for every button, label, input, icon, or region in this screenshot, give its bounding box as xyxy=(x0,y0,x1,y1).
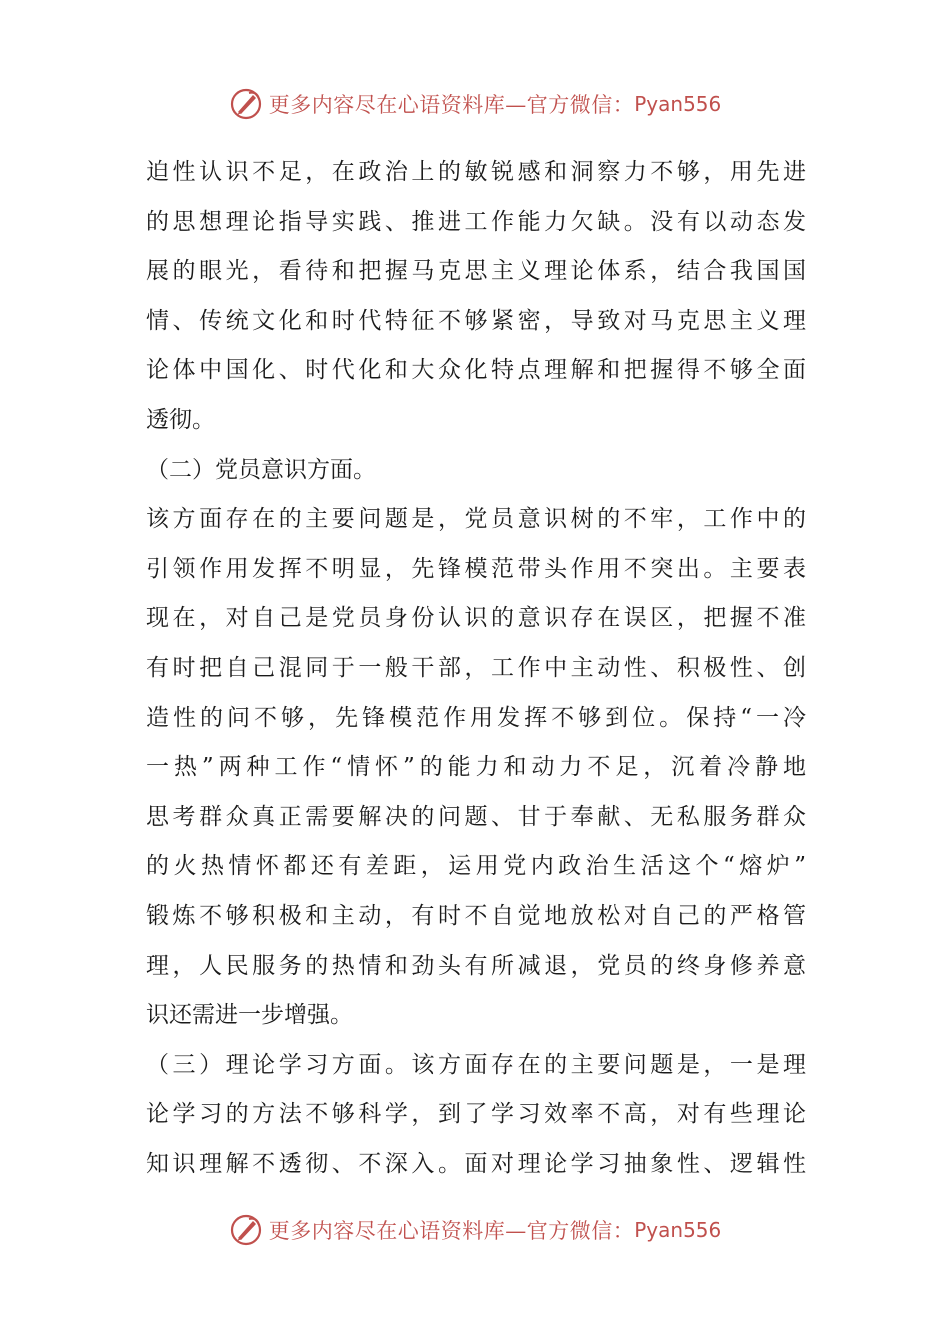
body-line: 思考群众真正需要解决的问题、甘于奉献、无私服务群众 xyxy=(146,803,806,830)
body-line: 透彻。 xyxy=(146,406,215,433)
body-line: 造性的问不够，先锋模范作用发挥不够到位。保持“一冷 xyxy=(146,704,806,731)
body-line: 锻炼不够积极和主动，有时不自觉地放松对自己的严格管 xyxy=(146,902,806,929)
document-body xyxy=(146,148,806,1189)
pen-quill-seal-icon xyxy=(229,1213,263,1247)
body-line: 论体中国化、时代化和大众化特点理解和把握得不够全面 xyxy=(146,357,806,384)
body-line: 的思想理论指导实践、推进工作能力欠缺。没有以动态发 xyxy=(146,208,806,235)
section-heading: （二）党员意识方面。 xyxy=(146,456,376,483)
body-line: 一热”两种工作“情怀”的能力和动力不足，沉着冷静地 xyxy=(146,754,806,781)
body-line: 论学习的方法不够科学，到了学习效率不高，对有些理论 xyxy=(146,1101,806,1128)
body-line: 引领作用发挥不明显，先锋模范带头作用不突出。主要表 xyxy=(146,555,806,582)
body-line: 展的眼光，看待和把握马克思主义理论体系，结合我国国 xyxy=(146,258,806,285)
footer-watermark xyxy=(0,1208,950,1252)
body-line: 有时把自己混同于一般干部，工作中主动性、积极性、创 xyxy=(146,654,806,681)
header-watermark xyxy=(0,82,950,126)
pen-quill-seal-icon xyxy=(229,87,263,121)
body-line: 该方面存在的主要问题是，党员意识树的不牢，工作中的 xyxy=(146,506,806,533)
watermark-handle: Pyan556 xyxy=(634,1218,722,1242)
body-line: 现在，对自己是党员身份认识的意识存在误区，把握不准 xyxy=(146,605,806,632)
body-line: 的火热情怀都还有差距，运用党内政治生活这个“熔炉” xyxy=(146,853,806,880)
section-heading: （三）理论学习方面。该方面存在的主要问题是，一是理 xyxy=(146,1051,806,1078)
watermark-text: 更多内容尽在心语资料库—官方微信： xyxy=(268,1219,635,1243)
body-line: 知识理解不透彻、不深入。面对理论学习抽象性、逻辑性 xyxy=(146,1150,806,1177)
watermark-handle: Pyan556 xyxy=(634,92,722,116)
body-line: 识还需进一步增强。 xyxy=(146,1002,353,1029)
watermark-text: 更多内容尽在心语资料库—官方微信： xyxy=(268,93,635,117)
body-line: 情、传统文化和时代特征不够紧密，导致对马克思主义理 xyxy=(146,307,806,334)
body-line: 理，人民服务的热情和劲头有所减退，党员的终身修养意 xyxy=(146,952,806,979)
body-line: 迫性认识不足，在政治上的敏锐感和洞察力不够，用先进 xyxy=(146,159,806,185)
